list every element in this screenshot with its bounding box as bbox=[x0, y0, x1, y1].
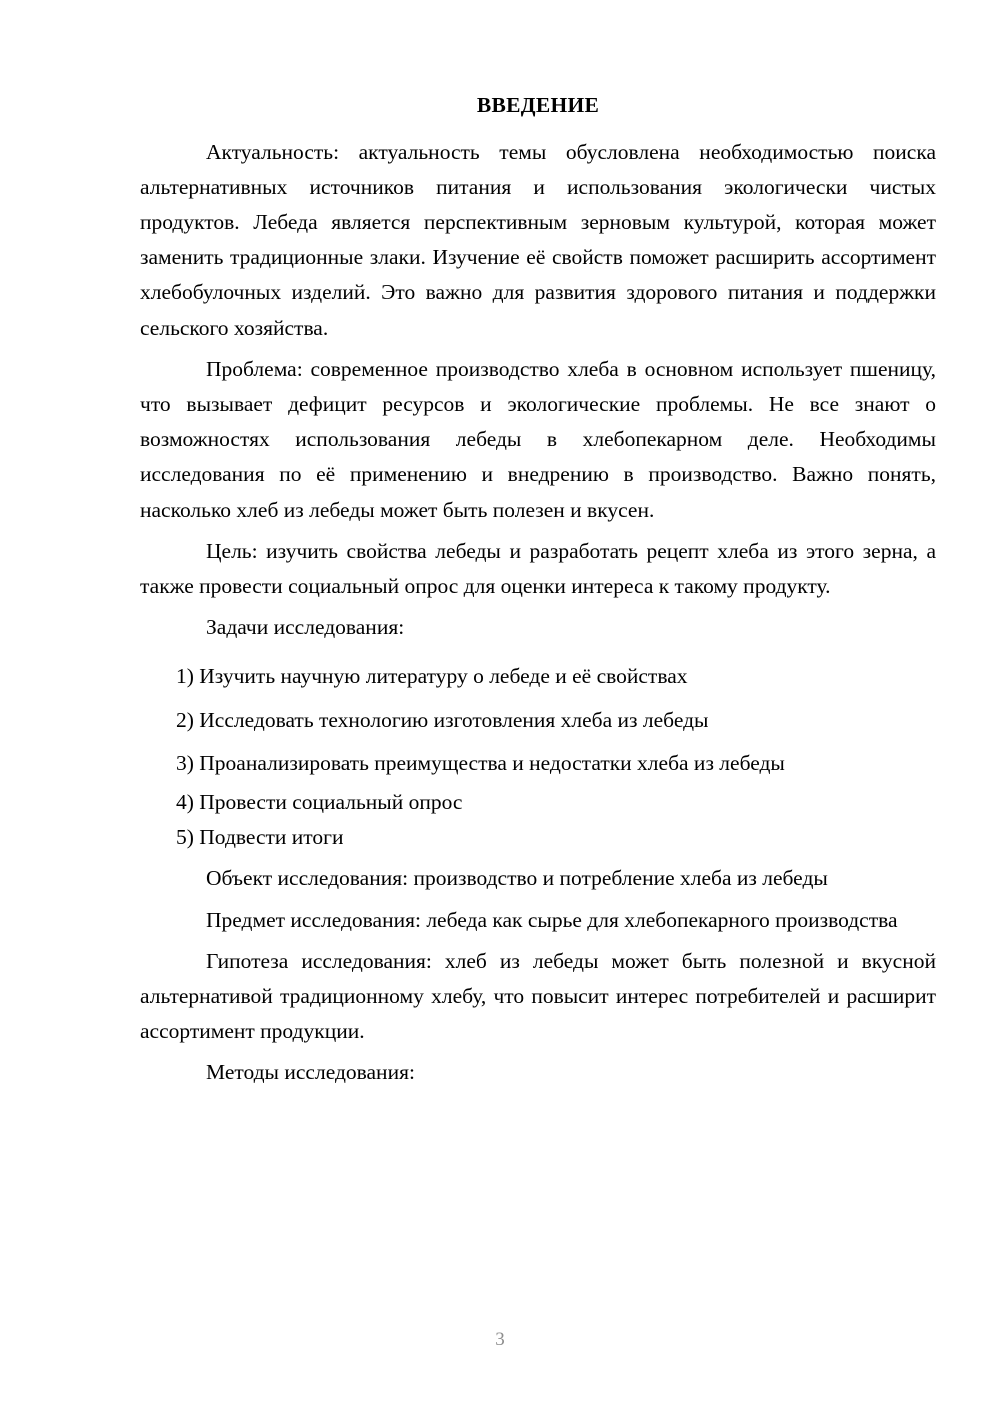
document-body bbox=[140, 0, 936, 1091]
paragraph-goal: Цель: изучить свойства лебеды и разработать рецепт хлеба из этого зерна, а также провести социальный опрос для оценки интереса к такому продукту. bbox=[140, 538, 936, 598]
list-spacer bbox=[140, 645, 936, 659]
tasks-list bbox=[140, 659, 936, 855]
list-item: 3) Проанализировать преимущества и недостатки хлеба из лебеды bbox=[176, 750, 785, 775]
page-title: ВВЕДЕНИЕ bbox=[476, 93, 600, 117]
paragraph-hypothesis: Гипотеза исследования: хлеб из лебеды может быть полезной и вкусной альтернативой традиционному хлебу, что повысит интерес потребителей и расширит ассортимент продукции. bbox=[140, 948, 936, 1044]
paragraph-relevance: Актуальность: актуальность темы обусловлена необходимостью поиска альтернативных источников питания и использования экологически чистых продуктов. Лебеда является перспективным зерновым культурой, которая может заменить традиционные злаки. Изучение её свойств поможет расширить ассортимент хлебобулочных изделий. Это важно для развития здорового питания и поддержки сельского хозяйства. bbox=[140, 139, 936, 340]
page-number: 3 bbox=[495, 1329, 505, 1350]
list-item: 5) Подвести итоги bbox=[176, 825, 344, 850]
paragraph-problem: Проблема: современное производство хлеба в основном использует пшеницу, что вызывает дефицит ресурсов и экологические проблемы. Не все знают о возможностях использования лебеды в хлебопекарном деле. Необходимы исследования по её применению и внедрению в производство. Важно понять, насколько хлеб из лебеды может быть полезен и вкусен. bbox=[140, 356, 936, 522]
paragraph-object: Объект исследования: производство и потребление хлеба из лебеды bbox=[206, 866, 828, 891]
list-gap bbox=[140, 695, 936, 703]
list-gap bbox=[140, 738, 936, 746]
list-item: 1) Изучить научную литературу о лебеде и её свойствах bbox=[176, 664, 688, 689]
list-item: 4) Провести социальный опрос bbox=[176, 789, 463, 814]
paragraph-subject: Предмет исследования: лебеда как сырье для хлебопекарного производства bbox=[206, 907, 898, 932]
paragraph-methods-heading: Методы исследования: bbox=[206, 1060, 415, 1085]
paragraph-tasks-heading: Задачи исследования: bbox=[206, 615, 405, 640]
list-item: 2) Исследовать технологию изготовления хлеба из лебеды bbox=[176, 707, 709, 732]
